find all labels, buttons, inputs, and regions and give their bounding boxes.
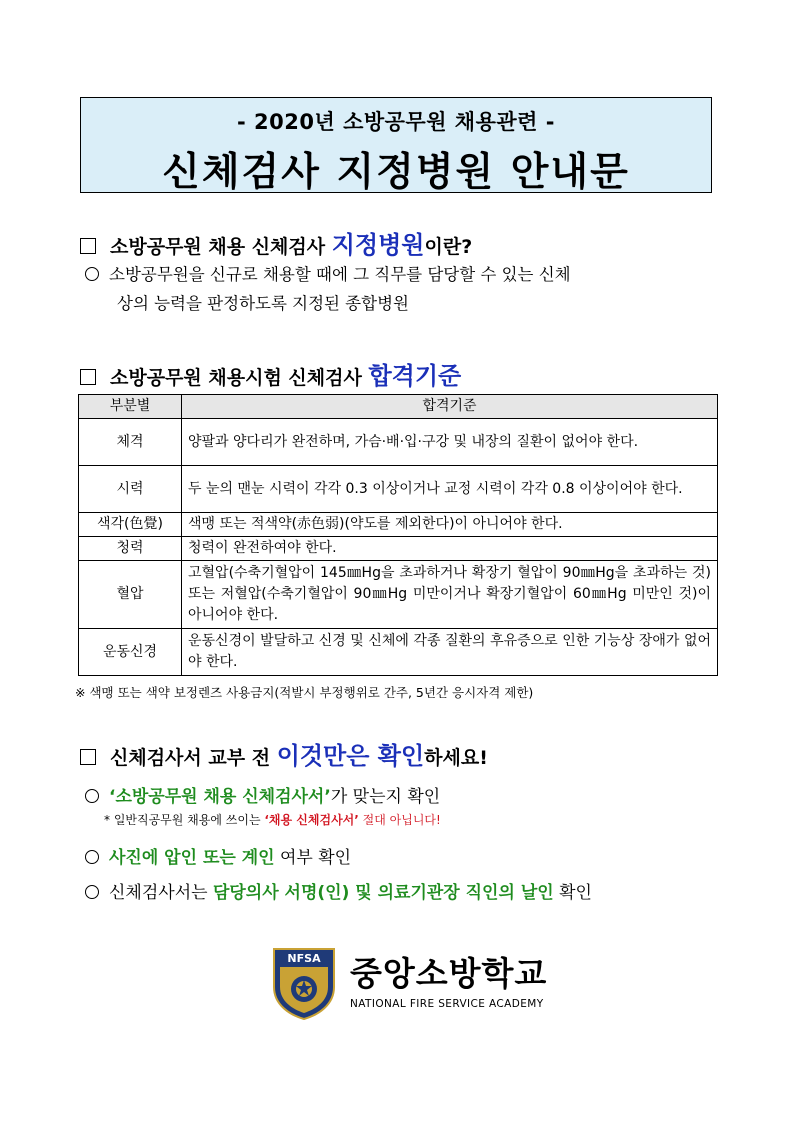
table-row xyxy=(79,537,718,561)
check-item-signature xyxy=(85,878,592,903)
check-item-suffix: 확인 xyxy=(553,883,592,903)
section-heading-criteria xyxy=(80,356,461,391)
emblem-text: NFSA xyxy=(287,952,321,965)
table-header-row xyxy=(79,395,718,419)
heading-highlight: 지정병원 xyxy=(331,231,425,259)
table-row xyxy=(79,466,718,513)
lens-note: ※ 색맹 또는 색약 보정렌즈 사용금지(적발시 부정행위로 간주, 5년간 응시자격 제한) xyxy=(75,685,534,700)
academy-name-en: NATIONAL FIRE SERVICE ACADEMY xyxy=(350,998,544,1010)
check-item-highlight: 담당의사 서명(인) 및 의료기관장 직인의 날인 xyxy=(212,883,554,903)
table-row xyxy=(79,513,718,537)
form-warning-note xyxy=(104,811,441,828)
criteria-table xyxy=(78,394,718,676)
heading-highlight: 이것만은 확인 xyxy=(276,742,425,770)
heading-text: 소방공무원 채용 신체검사 xyxy=(110,236,332,258)
definition-paragraph xyxy=(85,260,717,318)
column-header: 부분별 xyxy=(79,395,182,419)
checkbox-icon xyxy=(80,238,96,254)
row-label: 운동신경 xyxy=(79,629,182,676)
check-item-text: 신체검사서는 xyxy=(109,883,213,903)
row-label: 색각(色覺) xyxy=(79,513,182,537)
document-subtitle: - 2020년 소방공무원 채용관련 - xyxy=(237,110,555,134)
row-label: 체격 xyxy=(79,419,182,466)
heading-text: 신체검사서 교부 전 xyxy=(110,747,277,769)
row-label: 혈압 xyxy=(79,561,182,629)
academy-name-ko: 중앙소방학교 xyxy=(350,954,548,993)
section-heading-checklist xyxy=(80,736,488,771)
circle-bullet-icon xyxy=(85,267,99,281)
table-row xyxy=(79,419,718,466)
nfsa-emblem-icon xyxy=(270,945,338,1025)
note-text: * 일반직공무원 채용에 쓰이는 xyxy=(104,813,265,827)
circle-bullet-icon xyxy=(85,850,99,864)
definition-line-1: 소방공무원을 신규로 채용할 때에 그 직무를 담당할 수 있는 신체 xyxy=(109,265,571,284)
row-label: 청력 xyxy=(79,537,182,561)
checkbox-icon xyxy=(80,369,96,385)
table-row xyxy=(79,629,718,676)
heading-suffix: 하세요! xyxy=(424,747,488,769)
check-item-text: 가 맞는지 확인 xyxy=(330,787,441,807)
note-highlight: ‘채용 신체검사서’ xyxy=(264,813,359,827)
check-item-photo-seal xyxy=(85,843,351,868)
check-item-highlight: 사진에 압인 또는 계인 xyxy=(109,848,275,868)
row-text: 고혈압(수축기혈압이 145㎜Hg을 초과하거나 확장기 혈압이 90㎜Hg을 초과하는 것) 또는 저혈압(수축기혈압이 90㎜Hg 미만이거나 확장기혈압이 60㎜Hg 미만인 것)이 아니어야 한다. xyxy=(182,561,718,629)
heading-text: 소방공무원 채용시험 신체검사 xyxy=(110,367,369,389)
circle-bullet-icon xyxy=(85,885,99,899)
table-row xyxy=(79,561,718,629)
heading-highlight: 합격기준 xyxy=(368,362,462,390)
check-item-form-type xyxy=(85,782,440,807)
circle-bullet-icon xyxy=(85,789,99,803)
section-heading-hospital xyxy=(80,225,472,260)
row-text: 두 눈의 맨눈 시력이 각각 0.3 이상이거나 교정 시력이 각각 0.8 이상이어야 한다. xyxy=(182,466,718,513)
column-header: 합격기준 xyxy=(182,395,718,419)
document-title: 신체검사 지정병원 안내문 xyxy=(162,150,630,195)
title-box xyxy=(80,97,712,193)
definition-line-2: 상의 능력을 판정하도록 지정된 종합병원 xyxy=(117,294,409,313)
checkbox-icon xyxy=(80,749,96,765)
check-item-text: 여부 확인 xyxy=(274,848,352,868)
check-item-highlight: ‘소방공무원 채용 신체검사서’ xyxy=(109,787,331,807)
heading-suffix: 이란? xyxy=(424,236,473,258)
row-text: 운동신경이 발달하고 신경 및 신체에 각종 질환의 후유증으로 인한 기능상 장애가 없어야 한다. xyxy=(182,629,718,676)
academy-logo-text xyxy=(350,948,547,1010)
row-text: 청력이 완전하여야 한다. xyxy=(182,537,718,561)
row-label: 시력 xyxy=(79,466,182,513)
row-text: 양팔과 양다리가 완전하며, 가슴·배·입·구강 및 내장의 질환이 없어야 한다. xyxy=(182,419,718,466)
note-suffix: 절대 아닙니다! xyxy=(358,813,441,827)
row-text: 색맹 또는 적색약(赤色弱)(약도를 제외한다)이 아니어야 한다. xyxy=(182,513,718,537)
